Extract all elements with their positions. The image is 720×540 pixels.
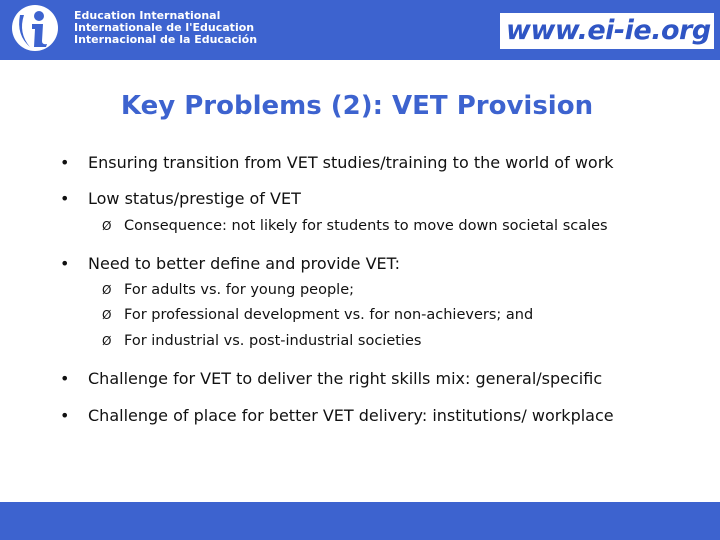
- bullet-text: Need to better define and provide VET:: [88, 254, 401, 273]
- sub-bullet-text: Consequence: not likely for students to move down societal scales: [124, 218, 608, 234]
- organization-names: [74, 10, 257, 46]
- slide-title: Key Problems (2): VET Provision: [120, 91, 594, 121]
- bullet-text: Low status/prestige of VET: [88, 189, 301, 208]
- sub-bullet-text: For adults vs. for young people;: [124, 282, 355, 298]
- bullet-icon: •: [60, 189, 70, 208]
- arrow-bullet-icon: Ø: [102, 219, 112, 233]
- org-name-fr: Internationale de l'Education: [74, 21, 255, 34]
- website-url[interactable]: www.ei-ie.org: [506, 15, 711, 46]
- bullet-icon: •: [60, 406, 70, 425]
- ei-logo-icon: [12, 5, 58, 51]
- bullet-icon: •: [60, 254, 70, 273]
- sub-bullet-text: For professional development vs. for non-achievers; and: [124, 307, 534, 323]
- bullet-text: Challenge of place for better VET delivery: institutions/ workplace: [88, 406, 614, 425]
- ei-logo: [12, 5, 58, 51]
- bullet-icon: •: [60, 153, 70, 172]
- footer-bar: [0, 502, 720, 540]
- arrow-bullet-icon: Ø: [102, 283, 112, 297]
- org-name-en: Education International: [74, 9, 221, 22]
- bullet-text: Ensuring transition from VET studies/training to the world of work: [88, 153, 614, 172]
- sub-bullet-text: For industrial vs. post-industrial societies: [124, 333, 422, 349]
- org-name-es: Internacional de la Educación: [74, 33, 258, 46]
- header-bar: [0, 0, 720, 60]
- bullet-icon: •: [60, 369, 70, 388]
- arrow-bullet-icon: Ø: [102, 308, 112, 322]
- website-url-box: [500, 13, 714, 49]
- bullet-text: Challenge for VET to deliver the right skills mix: general/specific: [88, 369, 603, 388]
- arrow-bullet-icon: Ø: [102, 334, 112, 348]
